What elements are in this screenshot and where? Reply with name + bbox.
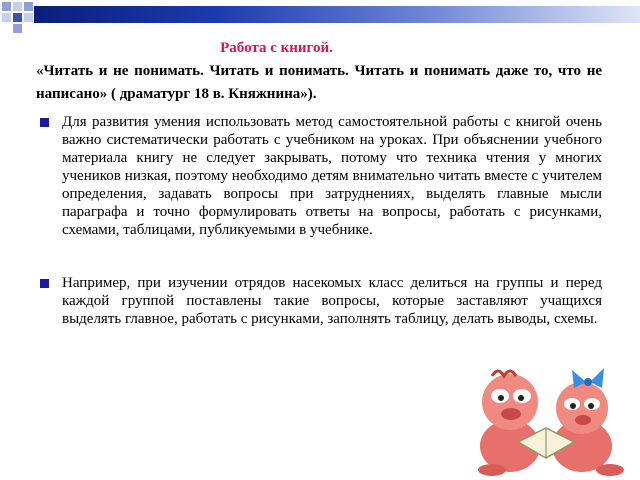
decor-square	[24, 2, 33, 11]
decor-square	[13, 2, 22, 11]
bullet-list	[40, 113, 602, 328]
list-item	[40, 274, 602, 328]
square-bullet-icon	[40, 118, 49, 127]
decor-square	[24, 13, 33, 22]
decor-square	[2, 13, 11, 22]
gradient-bar	[34, 6, 640, 23]
list-item-text: Для развития умения использовать метод самостоятельной работы с книгой очень важно систематически работать с учебником на уроках. При объяснении учебного материала книгу не следует закрывать, потому что техника чтения у многих учеников низкая, поэтому необходимо детям внимательно читать вместе с учителем определения, задавать вопросы при затруднениях, выделять главные мысли параграфа и точно формулировать ответы на вопросы, работать с рисунками, схемами, таблицами, публикуемыми в учебнике.	[62, 114, 602, 238]
epigraph-quote: «Читать и не понимать. Читать и понимать. Читать и понимать даже то, что не написано» ( драматург 18 в. Княжнина»).	[36, 63, 602, 102]
list-item-text: Например, при изучении отрядов насекомых класс делиться на группы и перед каждой группой поставлены такие вопросы, которые заставляют учащихся выделять главное, работать с рисунками, заполнять таблицу, делать выводы, схемы.	[62, 275, 602, 327]
decor-square	[13, 24, 22, 33]
square-bullet-icon	[40, 279, 49, 288]
header-decoration	[0, 0, 640, 34]
decor-square	[13, 13, 22, 22]
decor-square	[2, 2, 11, 11]
list-item	[40, 113, 602, 239]
page-title: Работа с книгой.	[220, 40, 333, 56]
cartoon-kids-reading-icon	[470, 360, 638, 478]
